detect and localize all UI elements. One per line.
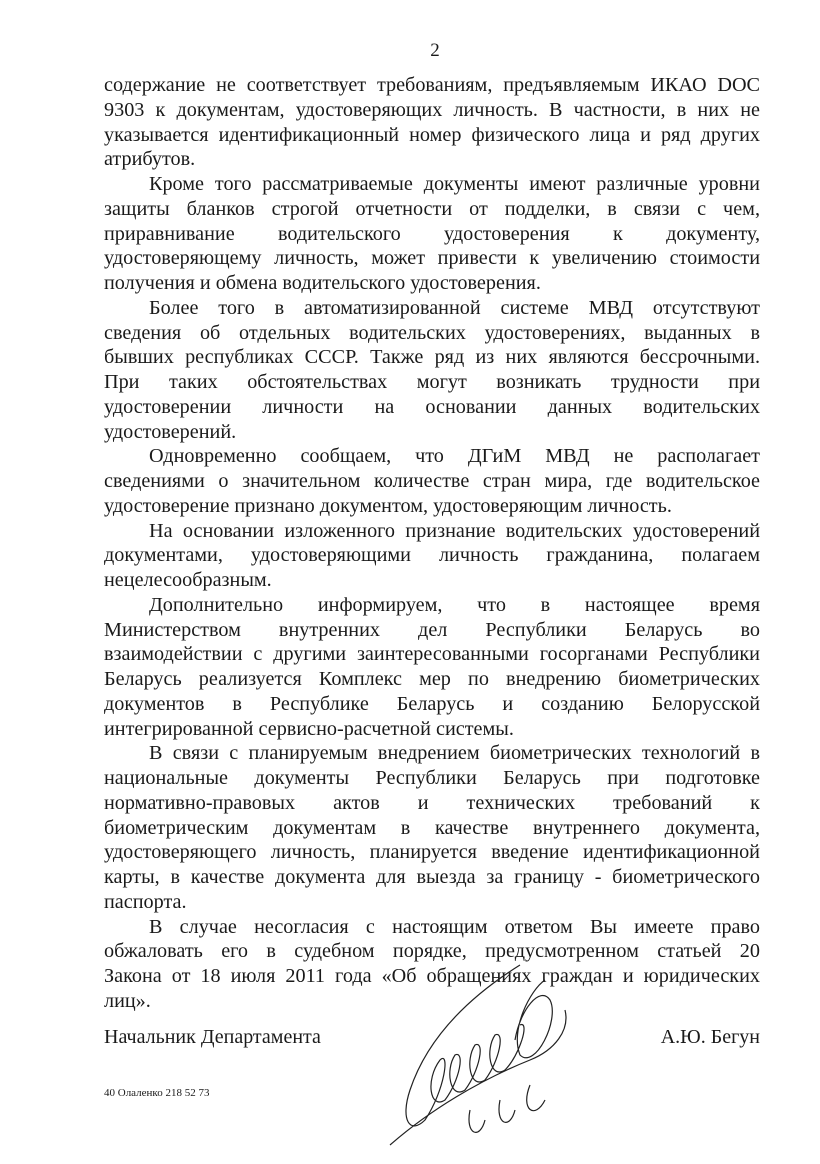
- text-line: бывших республиках СССР. Также ряд из них являются бессрочными.: [104, 346, 760, 369]
- text-line: карты, в качестве документа для выезда за границу - биометрического: [104, 866, 760, 888]
- text-line: удостоверений.: [104, 420, 237, 443]
- text-line: паспорта.: [104, 890, 187, 913]
- text-line: Закона от 18 июля 2011 года «Об обращениях граждан и юридических: [104, 965, 760, 987]
- text-line: документов в Республике Беларусь и созданию Белорусской: [104, 692, 760, 715]
- text-line: нормативно-правовых актов и технических требований к: [104, 791, 760, 814]
- text-line: удостоверяющему личность, может привести к увеличению стоимости: [104, 247, 760, 270]
- text-line: атрибутов.: [104, 148, 196, 171]
- executor-info: 40 Олаленко 218 52 73: [104, 1087, 210, 1099]
- text-line: Беларусь реализуется Комплекс мер по внедрению биометрических: [104, 668, 760, 690]
- text-line: интегрированной сервисно-расчетной системы.: [104, 717, 514, 740]
- text-line: удостоверении личности на основании данных водительских: [104, 395, 760, 418]
- text-line: Более того в автоматизированной системе МВД отсутствуют: [149, 296, 760, 319]
- text-line: В связи с планируемым внедрением биометрических технологий в: [149, 742, 760, 765]
- text-line: лиц».: [104, 989, 151, 1012]
- text-line: обжаловать его в судебном порядке, предусмотренном статьей 20: [104, 940, 760, 963]
- text-line: сведениями о значительном количестве стран мира, где водительское: [104, 470, 760, 492]
- text-line: национальные документы Республики Беларусь при подготовке: [104, 767, 760, 789]
- text-line: нецелесообразным.: [104, 569, 272, 591]
- text-line: Министерством внутренних дел Республики Беларусь во: [104, 618, 760, 641]
- text-line: защиты бланков строгой отчетности от подделки, в связи с чем,: [104, 197, 760, 220]
- text-line: взаимодействии с другими заинтересованными госорганами Республики: [104, 643, 760, 666]
- text-line: удостоверяющего личность, планируется введение идентификационной: [104, 841, 760, 864]
- text-line: Одновременно сообщаем, что ДГиМ МВД не располагает: [149, 445, 760, 468]
- text-line: В случае несогласия с настоящим ответом Вы имеете право: [149, 915, 760, 938]
- text-line: 9303 к документам, удостоверяющих личность. В частности, в них не: [104, 98, 760, 121]
- text-line: документами, удостоверяющими личность гражданина, полагаем: [104, 544, 760, 567]
- text-line: На основании изложенного признание водительских удостоверений: [149, 519, 760, 542]
- page-number: 2: [430, 40, 440, 61]
- letter-body: [104, 73, 760, 1014]
- signatory-name: А.Ю. Бегун: [660, 1026, 760, 1048]
- text-line: удостоверение признано документом, удостоверяющим личность.: [104, 494, 672, 517]
- text-line: приравнивание водительского удостоверения к документу,: [104, 222, 760, 245]
- signatory-position: Начальник Департамента: [104, 1026, 321, 1048]
- text-line: При таких обстоятельствах могут возникать трудности при: [104, 371, 760, 393]
- text-line: указывается идентификационный номер физического лица и ряд других: [104, 123, 760, 146]
- text-line: Дополнительно информируем, что в настоящее время: [149, 593, 760, 616]
- text-line: сведения об отдельных водительских удостоверениях, выданных в: [104, 321, 760, 344]
- text-line: Кроме того рассматриваемые документы имеют различные уровни: [149, 173, 760, 195]
- text-line: биометрическим документам в качестве внутреннего документа,: [104, 816, 760, 839]
- text-line: получения и обмена водительского удостоверения.: [104, 272, 541, 294]
- handwritten-signature: [370, 960, 590, 1150]
- text-line: содержание не соответствует требованиям, предъявляемым ИКАО DOC: [104, 74, 760, 96]
